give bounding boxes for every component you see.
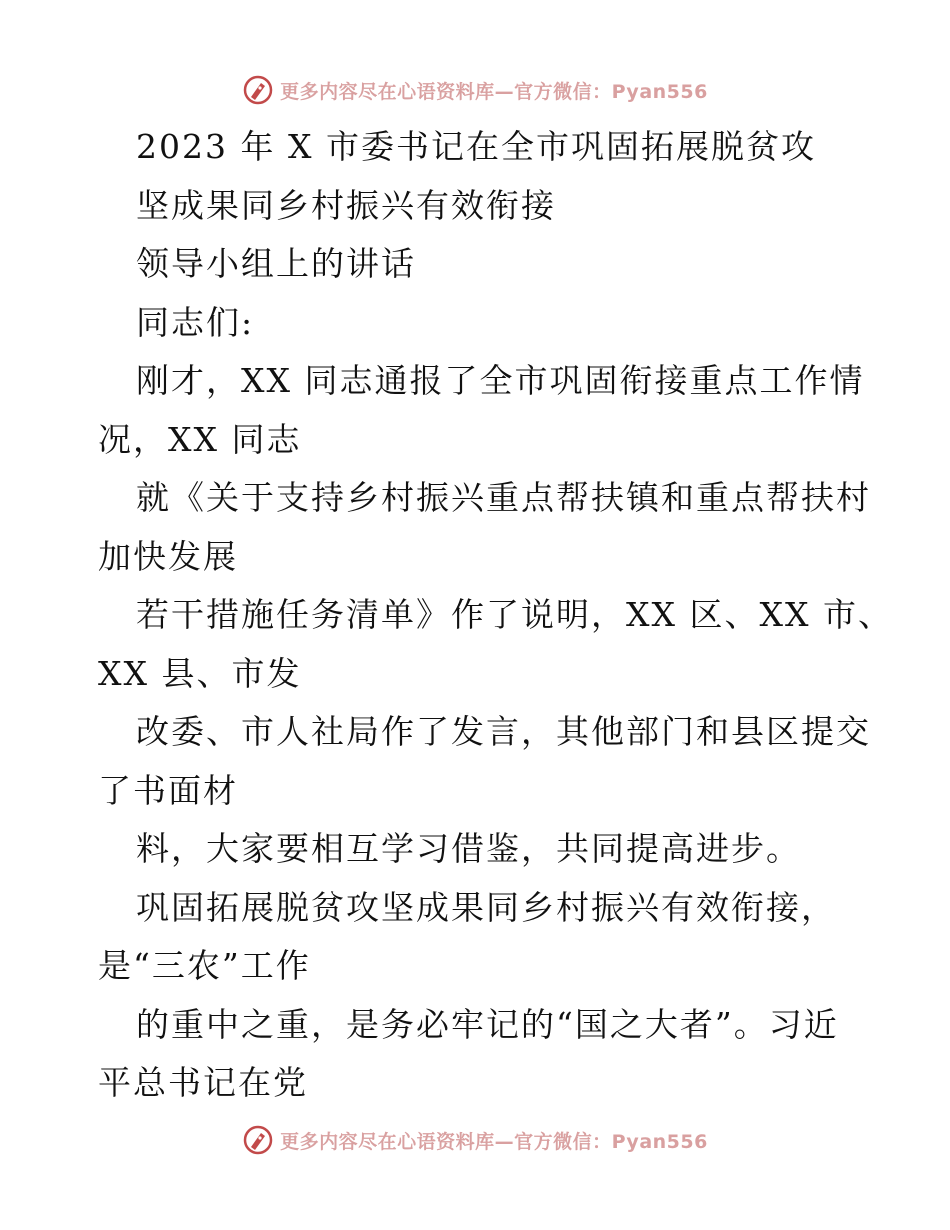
paragraph-line: 加快发展 (98, 536, 238, 576)
salutation: 同志们: (136, 302, 255, 342)
paragraph-line: 改委、市人社局作了发言，其他部门和县区提交 (136, 712, 871, 751)
paragraph-line: 刚才，XX 同志通报了全市巩固衔接重点工作情 (136, 361, 865, 400)
title-line-2: 坚成果同乡村振兴有效衔接 (136, 185, 556, 225)
watermark-text: 更多内容尽在心语资料库—官方微信：Pyan556 (280, 80, 708, 103)
paragraph-line: XX 县、市发 (98, 653, 302, 693)
paragraph-line: 的重中之重，是务必牢记的“国之大者”。习近 (136, 1004, 839, 1044)
header-watermark (0, 70, 950, 110)
footer-watermark (0, 1120, 950, 1160)
watermark-text: 更多内容尽在心语资料库—官方微信：Pyan556 (280, 1130, 708, 1153)
document-body (98, 118, 893, 1113)
paragraph-line: 况，XX 同志 (98, 419, 302, 459)
title-line-1: 2023 年 X 市委书记在全市巩固拓展脱贫攻 (136, 127, 816, 166)
title-line-3: 领导小组上的讲话 (136, 244, 416, 283)
paragraph-line: 巩固拓展脱贫攻坚成果同乡村振兴有效衔接， (136, 887, 836, 927)
pen-nib-circle-icon (242, 74, 274, 106)
paragraph-line: 了书面材 (98, 770, 238, 810)
pen-nib-circle-icon (242, 1124, 274, 1156)
paragraph-line: 是“三农”工作 (98, 946, 311, 985)
paragraph-line: 平总书记在党 (98, 1063, 308, 1102)
paragraph-line: 若干措施任务清单》作了说明，XX 区、XX 市、 (136, 595, 893, 634)
paragraph-line: 料，大家要相互学习借鉴，共同提高进步。 (136, 829, 801, 868)
paragraph-line: 就《关于支持乡村振兴重点帮扶镇和重点帮扶村 (136, 478, 871, 517)
